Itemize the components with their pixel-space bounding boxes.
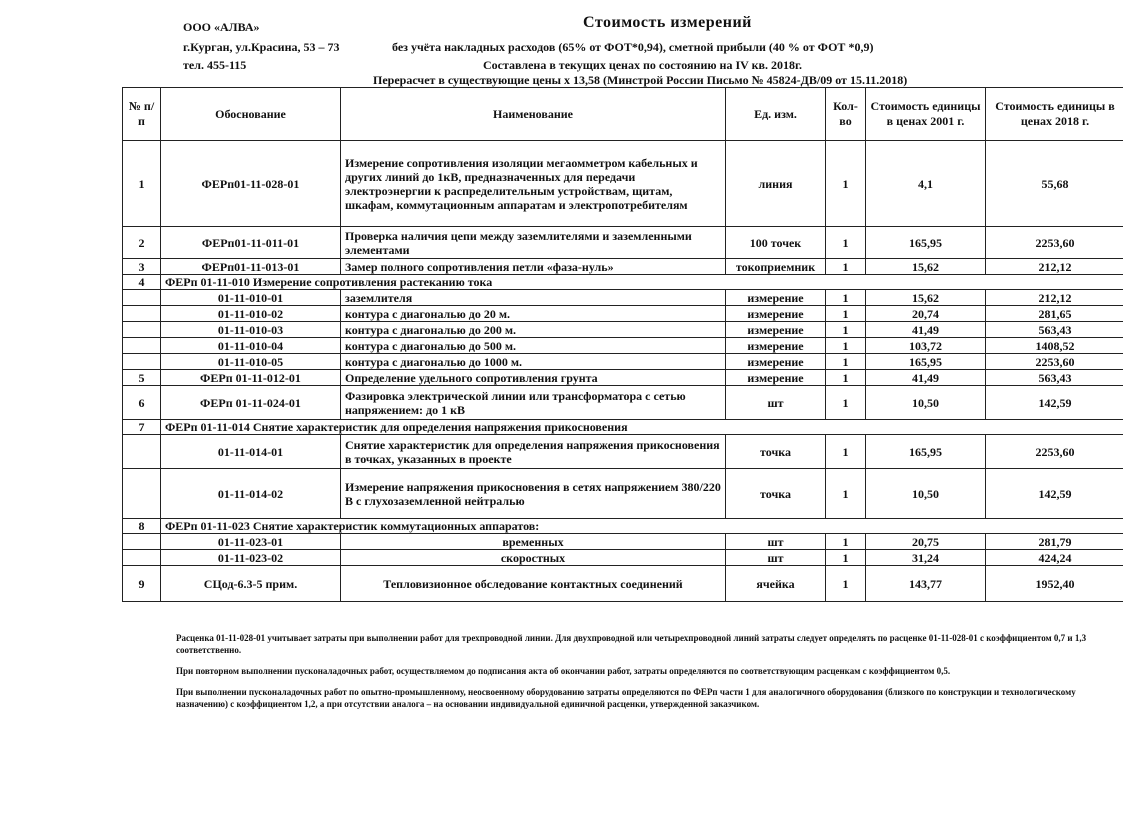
cell-basis: 01-11-023-02: [161, 550, 341, 566]
cell-price-2018: 2253,60: [986, 227, 1123, 259]
col-header-price-2001: Стоимость единицы в ценах 2001 г.: [866, 88, 986, 141]
cell-num: 3: [123, 259, 161, 275]
cell-price-2018: 281,79: [986, 534, 1123, 550]
cell-price-2018: 142,59: [986, 386, 1123, 420]
cell-name: Измерение сопротивления изоляции мегаомметром кабельных и других линий до 1кВ, предназначенных для передачи электроэнергии к распределительным устройствам, щитам, шкафам, коммутационным аппаратам и электропотребителям: [341, 141, 726, 227]
table-row: [123, 290, 1123, 306]
cell-qty: 1: [826, 469, 866, 519]
cell-qty: 1: [826, 550, 866, 566]
cell-unit: шт: [726, 386, 826, 420]
section-title: ФЕРп 01-11-010 Измерение сопротивления растеканию тока: [161, 275, 1123, 290]
cell-num: 9: [123, 566, 161, 602]
cell-price-2001: 41,49: [866, 370, 986, 386]
cell-price-2001: 10,50: [866, 386, 986, 420]
section-title: ФЕРп 01-11-023 Снятие характеристик коммутационных аппаратов:: [161, 519, 1123, 534]
cell-num: [123, 550, 161, 566]
cell-price-2001: 20,74: [866, 306, 986, 322]
cell-num: [123, 322, 161, 338]
cell-basis: ФЕРп 01-11-012-01: [161, 370, 341, 386]
cell-qty: 1: [826, 259, 866, 275]
cell-price-2018: 1952,40: [986, 566, 1123, 602]
cell-unit: ячейка: [726, 566, 826, 602]
cell-name: временных: [341, 534, 726, 550]
cell-basis: ФЕРп01-11-028-01: [161, 141, 341, 227]
col-header-num: № п/п: [123, 88, 161, 141]
cell-qty: 1: [826, 566, 866, 602]
cell-basis: ФЕРп01-11-013-01: [161, 259, 341, 275]
cell-price-2018: 424,24: [986, 550, 1123, 566]
cell-basis: 01-11-023-01: [161, 534, 341, 550]
cell-qty: 1: [826, 306, 866, 322]
cell-price-2001: 15,62: [866, 290, 986, 306]
cell-basis: 01-11-014-02: [161, 469, 341, 519]
table-row: [123, 141, 1123, 227]
cell-price-2018: 281,65: [986, 306, 1123, 322]
cell-qty: 1: [826, 435, 866, 469]
col-header-unit: Ед. изм.: [726, 88, 826, 141]
company-phone: тел. 455-115: [183, 58, 247, 72]
cell-basis: 01-11-014-01: [161, 435, 341, 469]
cell-price-2001: 4,1: [866, 141, 986, 227]
cell-unit: 100 точек: [726, 227, 826, 259]
cell-name: Определение удельного сопротивления грунта: [341, 370, 726, 386]
table-row: [123, 227, 1123, 259]
table-row: [123, 322, 1123, 338]
cell-unit: измерение: [726, 370, 826, 386]
cell-basis: ФЕРп 01-11-024-01: [161, 386, 341, 420]
table-header-row: [123, 88, 1123, 141]
cell-price-2018: 55,68: [986, 141, 1123, 227]
cell-num: 2: [123, 227, 161, 259]
table-row: [123, 566, 1123, 602]
cell-unit: измерение: [726, 338, 826, 354]
document-title: Стоимость измерений: [583, 14, 752, 31]
section-row: [123, 275, 1123, 290]
table-row: [123, 306, 1123, 322]
cell-unit: линия: [726, 141, 826, 227]
cell-basis: 01-11-010-03: [161, 322, 341, 338]
cell-price-2001: 41,49: [866, 322, 986, 338]
cell-basis: 01-11-010-05: [161, 354, 341, 370]
subtitle-recalc: Перерасчет в существующие цены х 13,58 (Минстрой России Письмо № 45824-ДВ/09 от 15.11.2018): [373, 73, 908, 87]
cell-num: [123, 290, 161, 306]
cell-qty: 1: [826, 290, 866, 306]
cell-price-2018: 1408,52: [986, 338, 1123, 354]
cell-price-2018: 142,59: [986, 469, 1123, 519]
cell-unit: токоприемник: [726, 259, 826, 275]
cell-price-2018: 2253,60: [986, 354, 1123, 370]
cell-price-2001: 165,95: [866, 227, 986, 259]
cell-num: [123, 338, 161, 354]
subtitle-prices-date: Составлена в текущих ценах по состоянию на IV кв. 2018г.: [483, 58, 803, 72]
table-row: [123, 534, 1123, 550]
cell-unit: измерение: [726, 306, 826, 322]
cell-num: 1: [123, 141, 161, 227]
section-row: [123, 519, 1123, 534]
cell-price-2001: 165,95: [866, 435, 986, 469]
cell-name: Измерение напряжения прикосновения в сетях напряжением 380/220 В с глухозаземленной нейтралью: [341, 469, 726, 519]
cell-price-2018: 563,43: [986, 370, 1123, 386]
cell-name: Проверка наличия цепи между заземлителями и заземленными элементами: [341, 227, 726, 259]
cell-name: заземлителя: [341, 290, 726, 306]
cell-price-2018: 2253,60: [986, 435, 1123, 469]
cell-num: [123, 435, 161, 469]
note-three-wire: Расценка 01-11-028-01 учитывает затраты при выполнении работ для трехпроводной линии. Для двухпроводной или четырехпроводной линий затраты следует определять по расценке 01-11-028-01 с коэффициентом 0,7 и 1,3 соответственно.: [176, 633, 1087, 655]
table-row: [123, 550, 1123, 566]
cell-basis: ФЕРп01-11-011-01: [161, 227, 341, 259]
cost-table: [122, 87, 1123, 602]
col-header-price-2018: Стоимость единицы в ценах 2018 г.: [986, 88, 1123, 141]
cell-unit: измерение: [726, 354, 826, 370]
company-address: г.Курган, ул.Красина, 53 – 73: [183, 40, 340, 54]
company-name: ООО «АЛВА»: [183, 20, 260, 34]
subtitle-overhead: без учёта накладных расходов (65% от ФОТ*0,94), сметной прибыли (40 % от ФОТ *0,9): [392, 40, 874, 54]
col-header-name: Наименование: [341, 88, 726, 141]
table-row: [123, 370, 1123, 386]
cell-qty: 1: [826, 370, 866, 386]
cell-name: контура с диагональю до 200 м.: [341, 322, 726, 338]
cell-unit: точка: [726, 469, 826, 519]
cell-name: контура с диагональю до 20 м.: [341, 306, 726, 322]
table-row: [123, 435, 1123, 469]
cell-price-2001: 10,50: [866, 469, 986, 519]
cell-qty: 1: [826, 227, 866, 259]
note-pilot-equipment: При выполнении пусконаладочных работ по опытно-промышленному, неосвоенному оборудованию затраты определяются по ФЕРп части 1 для аналогичного оборудования (близкого по конструкции и технологическому назначению) с коэффициентом 1,2, а при отсутствии аналога – на основании индивидуальной единичной расценки, утвержденной заказчиком.: [176, 687, 1076, 709]
table-row: [123, 469, 1123, 519]
cell-qty: 1: [826, 141, 866, 227]
cell-num: 6: [123, 386, 161, 420]
cell-num: [123, 534, 161, 550]
cell-name: Снятие характеристик для определения напряжения прикосновения в точках, указанных в проекте: [341, 435, 726, 469]
cell-name: контура с диагональю до 1000 м.: [341, 354, 726, 370]
cell-qty: 1: [826, 322, 866, 338]
col-header-basis: Обоснование: [161, 88, 341, 141]
cell-qty: 1: [826, 386, 866, 420]
cell-num: [123, 469, 161, 519]
cell-num: 8: [123, 519, 161, 534]
cell-basis: 01-11-010-01: [161, 290, 341, 306]
cell-name: скоростных: [341, 550, 726, 566]
cell-price-2001: 31,24: [866, 550, 986, 566]
cell-name: Фазировка электрической линии или трансформатора с сетью напряжением: до 1 кВ: [341, 386, 726, 420]
cell-price-2001: 143,77: [866, 566, 986, 602]
cell-num: 4: [123, 275, 161, 290]
cell-basis: СЦод-6.3-5 прим.: [161, 566, 341, 602]
cell-unit: измерение: [726, 290, 826, 306]
note-repeat-work: При повторном выполнении пусконаладочных работ, осуществляемом до подписания акта об окончании работ, затраты определяются по соответствующим расценкам с коэффициентом 0,5.: [176, 666, 951, 676]
cell-num: [123, 306, 161, 322]
cell-price-2001: 103,72: [866, 338, 986, 354]
cell-price-2018: 212,12: [986, 259, 1123, 275]
cell-price-2001: 15,62: [866, 259, 986, 275]
table-row: [123, 259, 1123, 275]
cell-unit: точка: [726, 435, 826, 469]
cell-qty: 1: [826, 354, 866, 370]
cell-num: 7: [123, 420, 161, 435]
table-row: [123, 386, 1123, 420]
cell-price-2001: 165,95: [866, 354, 986, 370]
section-row: [123, 420, 1123, 435]
cell-price-2001: 20,75: [866, 534, 986, 550]
cell-unit: измерение: [726, 322, 826, 338]
cell-name: Замер полного сопротивления петли «фаза-нуль»: [341, 259, 726, 275]
cell-basis: 01-11-010-02: [161, 306, 341, 322]
cell-num: 5: [123, 370, 161, 386]
cell-name: контура с диагональю до 500 м.: [341, 338, 726, 354]
cell-qty: 1: [826, 338, 866, 354]
table-row: [123, 338, 1123, 354]
col-header-qty: Кол-во: [826, 88, 866, 141]
section-title: ФЕРп 01-11-014 Снятие характеристик для определения напряжения прикосновения: [161, 420, 1123, 435]
cell-unit: шт: [726, 534, 826, 550]
cell-num: [123, 354, 161, 370]
cell-qty: 1: [826, 534, 866, 550]
cell-basis: 01-11-010-04: [161, 338, 341, 354]
cell-name: Тепловизионное обследование контактных соединений: [341, 566, 726, 602]
cell-unit: шт: [726, 550, 826, 566]
cell-price-2018: 563,43: [986, 322, 1123, 338]
table-row: [123, 354, 1123, 370]
cell-price-2018: 212,12: [986, 290, 1123, 306]
